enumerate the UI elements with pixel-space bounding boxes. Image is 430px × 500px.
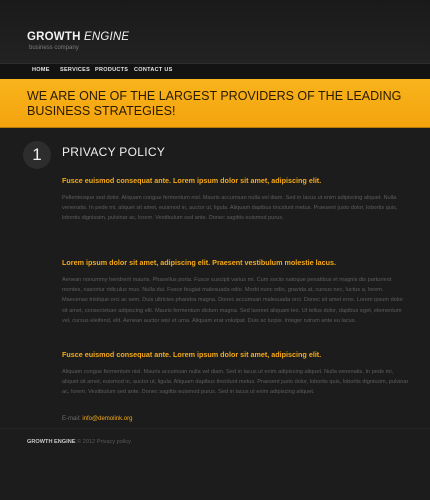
nav-item-home[interactable]: HOME	[32, 67, 50, 73]
content-heading-3: Fusce euismod consequat ante. Lorem ipsum dolor sit amet, adipiscing elit.	[62, 350, 322, 359]
promo-banner	[0, 79, 430, 128]
footer-brand: GROWTH ENGINE	[27, 439, 76, 445]
main-nav	[0, 63, 430, 80]
content-heading-1: Fusce euismod consequat ante. Lorem ipsum dolor sit amet, adipiscing elit.	[62, 176, 322, 185]
content-paragraph-1: Pellentesque sed dolor. Aliquam congue fermentum nisl. Mauris accumsan nulla vel diam. Sed in lacus ut enim adipiscing aliquet. Nulla venenatis. In pede mi, aliquet sit amet, euismod in, auctor ut, ligula. Aliquam dapibus tincidunt metus. Praesent justo dolor, lobortis quis, lobortis dignissim, pulvinar ac, lorem. Vestibulum sed ante. Donec sagittis euismod purus.	[62, 195, 398, 222]
email-row	[62, 416, 132, 422]
privacy-policy-link[interactable]: Privacy policy	[96, 439, 131, 445]
footer-divider	[0, 428, 430, 429]
logo-title-bold: GROWTH	[27, 31, 84, 43]
footer	[27, 439, 131, 445]
content-paragraph-2: Aenean nonummy hendrerit mauris. Phasellus porta. Fusce suscipit varius mi. Cum sociis natoque penatibus et magnis dis parturient montes, nascetur ridiculus mus. Nulla dui. Fusce feugiat malesuada odio. Morbi nunc odio, gravida at, cursus nec, luctus a, lorem. Maecenas tristique orci ac sem. Duis ultricies pharetra magna. Donec accumsan malesuada orci. Donec sit amet eros. Lorem ipsum dolor sit amet, consectetuer adipiscing elit. Mauris fermentum dictum magna. Sed laoreet aliquam leo. Ut tellus dolor, dapibus eget, elementum vel, cursus eleifend, elit. Aenean auctor wisi et urna. Aliquam erat volutpat. Duis ac turpis. Integer rutrum ante eu lacus.	[62, 277, 404, 324]
content-paragraph-3: Aliquam congue fermentum nisl. Mauris accumsan nulla vel diam. Sed in lacus ut enim adipiscing aliquet. Nulla venenatis. In pede mi, aliquet sit amet, euismod in, auctor ut, ligula. Aliquam dapibus tincidunt metus. Praesent justo dolor, lobortis quis, lobortis dignissim, pulvinar ac, lorem. Vestibulum sed ante. Donec sagittis euismod purus. Sed in lacus ut enim adipiscing aliquet.	[62, 369, 409, 396]
email-label: E-mail:	[62, 416, 83, 422]
page-title: PRIVACY POLICY	[62, 145, 166, 159]
nav-item-contact-us[interactable]: CONTACT US	[134, 67, 173, 73]
email-link[interactable]: info@demolink.org	[82, 416, 133, 422]
nav-item-services[interactable]: SERVICES	[60, 67, 91, 73]
banner-text: WE ARE ONE OF THE LARGEST PROVIDERS OF THE LEADING BUSINESS STRATEGIES!	[27, 89, 402, 118]
content-heading-2: Lorem ipsum dolor sit amet, adipiscing elit. Praesent vestibulum molestie lacus.	[62, 258, 336, 267]
logo-subtitle: business company	[29, 45, 79, 51]
logo-title-light: ENGINE	[83, 31, 130, 43]
header	[0, 0, 430, 63]
nav-item-products[interactable]: PRODUCTS	[95, 67, 129, 73]
footer-copyright: © 2012	[75, 439, 97, 445]
section-number-badge: 1	[23, 141, 51, 169]
logo-title[interactable]	[27, 31, 129, 43]
